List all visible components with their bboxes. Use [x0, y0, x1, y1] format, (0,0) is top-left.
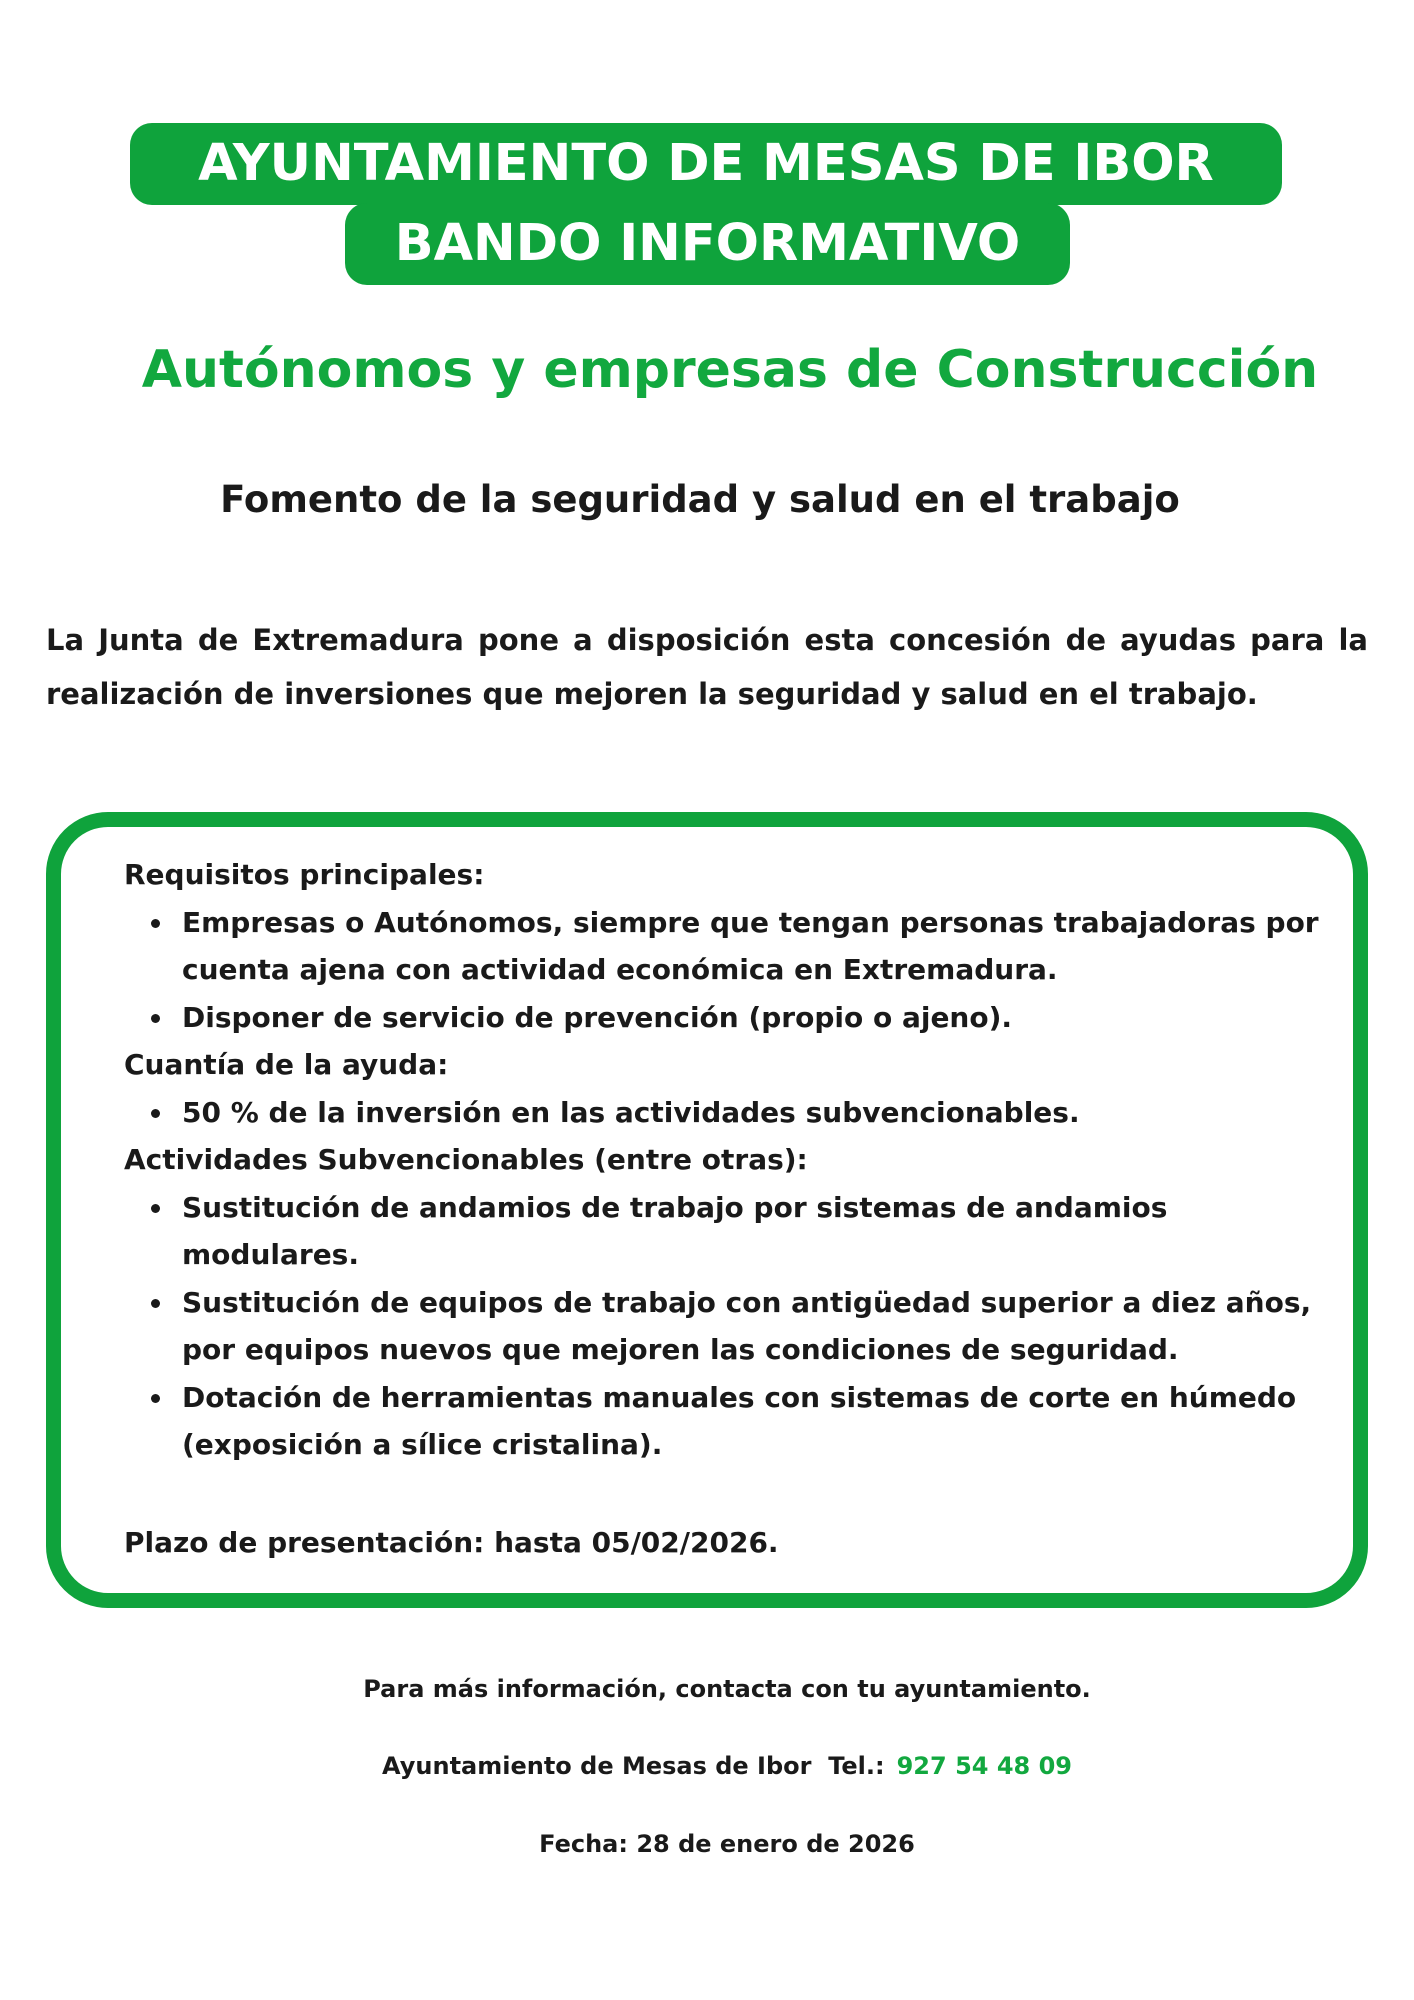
topic-heading: Fomento de la seguridad y salud en el trabajo: [220, 478, 1180, 521]
subtitle: Autónomos y empresas de Construcción: [141, 340, 1319, 400]
list-item: Sustitución de andamios de trabajo por sistemas de andamios modulares.: [124, 1184, 1354, 1279]
contact-label: Ayuntamiento de Mesas de Ibor Tel.:: [382, 1752, 885, 1780]
list-item: 50 % de la inversión en las actividades subvencionables.: [124, 1089, 1354, 1137]
plazo-presentacion: Plazo de presentación: hasta 05/02/2026.: [124, 1525, 779, 1559]
info-box-content: [124, 851, 1354, 1566]
cuantia-list: [124, 1089, 1354, 1137]
requisitos-title: Requisitos principales:: [124, 858, 485, 891]
cuantia-title: Cuantía de la ayuda:: [124, 1048, 449, 1081]
footer-date: Fecha: 28 de enero de 2026: [539, 1830, 915, 1858]
list-item: Empresas o Autónomos, siempre que tengan personas trabajadoras por cuenta ajena con actividad económica en Extremadura.: [124, 899, 1354, 994]
footer-info: Para más información, contacta con tu ayuntamiento.: [363, 1675, 1091, 1703]
phone-number[interactable]: 927 54 48 09: [896, 1752, 1072, 1780]
list-item: Disponer de servicio de prevención (propio o ajeno).: [124, 994, 1354, 1042]
actividades-title: Actividades Subvencionables (entre otras):: [124, 1143, 808, 1176]
requisitos-list: [124, 899, 1354, 1042]
list-item: Dotación de herramientas manuales con sistemas de corte en húmedo (exposición a sílice cristalina).: [124, 1374, 1354, 1469]
header-title-line2: BANDO INFORMATIVO: [345, 203, 1070, 285]
intro-paragraph: La Junta de Extremadura pone a disposición esta concesión de ayudas para la realización de inversiones que mejoren la seguridad y salud en el trabajo.: [46, 623, 1368, 711]
actividades-list: [124, 1184, 1354, 1469]
footer-contact: [0, 1752, 1414, 1780]
header-title-line1: AYUNTAMIENTO DE MESAS DE IBOR: [130, 123, 1282, 205]
list-item: Sustitución de equipos de trabajo con antigüedad superior a diez años, por equipos nuevos que mejoren las condiciones de seguridad.: [124, 1279, 1354, 1374]
